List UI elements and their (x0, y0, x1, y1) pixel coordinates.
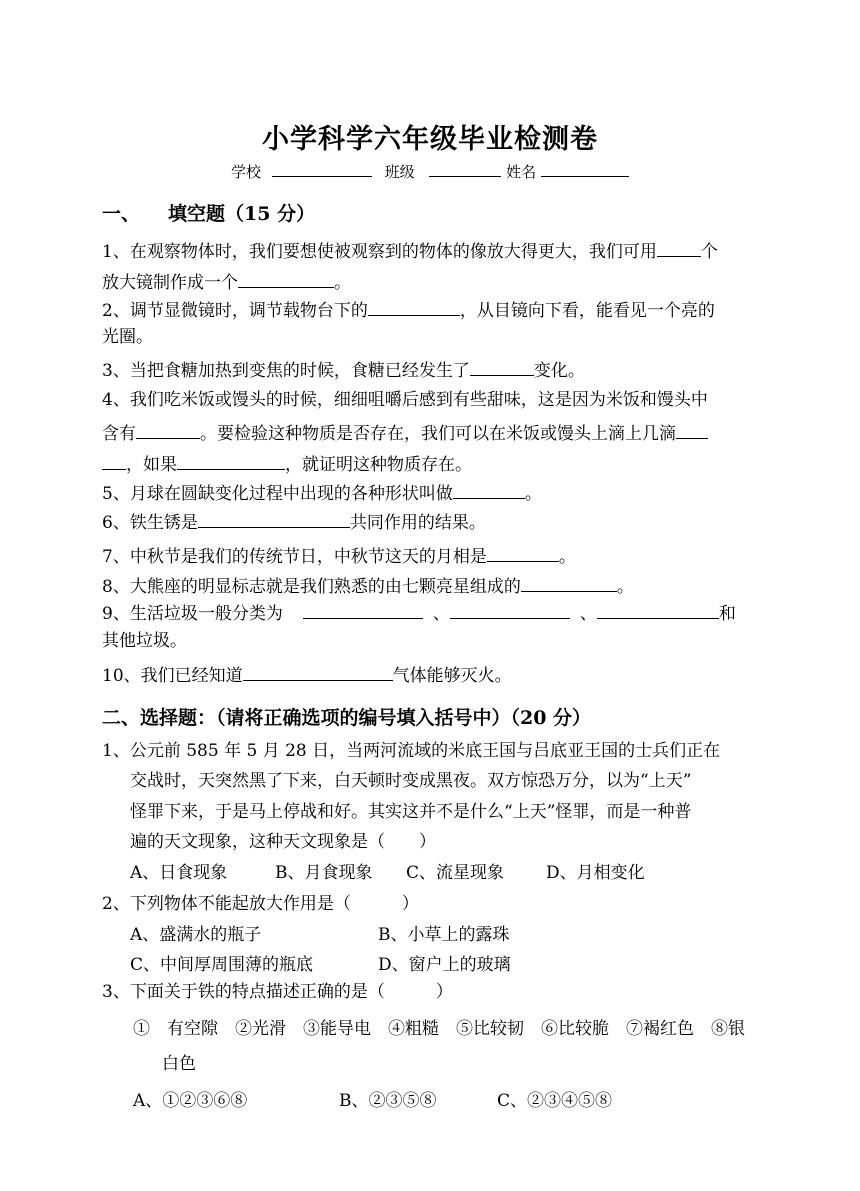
q1-line2 (102, 270, 351, 293)
page-title: 小学科学六年级毕业检测卷 (262, 124, 598, 155)
q4-line3 (102, 452, 472, 475)
c2-option-a[interactable]: A、盛满水的瓶子 (130, 925, 262, 945)
q9-blank1[interactable] (303, 601, 423, 619)
c2-option-d[interactable]: D、窗户上的玻璃 (378, 955, 511, 975)
q5-line (102, 481, 542, 504)
q7-blank[interactable] (487, 544, 559, 562)
q7-text: 7、中秋节是我们的传统节日，中秋节这天的月相是 (102, 547, 487, 567)
name-label: 姓名 (506, 163, 537, 181)
q1-text-b: 个 (700, 242, 718, 262)
class-blank[interactable] (429, 162, 501, 177)
student-info-line (0, 161, 860, 182)
school-label: 学校 (231, 163, 262, 181)
c3-option-a[interactable]: A、①②③⑥⑧ (133, 1091, 248, 1111)
c3-items-line2: 白色 (162, 1054, 196, 1074)
c3-option-c[interactable]: C、②③④⑤⑧ (497, 1091, 613, 1111)
q3-blank[interactable] (470, 358, 534, 376)
q9-blank2[interactable] (450, 601, 570, 619)
q9-text-b: 和 (718, 604, 736, 624)
q4-blank2-cont[interactable] (102, 452, 126, 470)
q3-text: 3、当把食糖加热到变焦的时候，食糖已经发生了 (102, 361, 470, 381)
c1-option-d[interactable]: D、月相变化 (546, 863, 645, 883)
q9-sep1: 、 (432, 604, 450, 624)
c3-line: 3、下面关于铁的特点描述正确的是（ ） (102, 982, 453, 1002)
c1-option-b[interactable]: B、月食现象 (275, 863, 373, 883)
q4-blank3[interactable] (177, 452, 285, 470)
q1-blank1[interactable] (657, 239, 701, 257)
c1-option-a[interactable]: A、日食现象 (130, 863, 228, 883)
q6-text: 6、铁生锈是 (102, 513, 198, 533)
q4-text-c: 。要检验这种物质是否存在，我们可以在米饭或馒头上滴上几滴 (200, 424, 676, 444)
q5-text-b: 。 (524, 484, 542, 504)
q2-text: 2、调节显微镜时，调节载物台下的 (102, 301, 368, 321)
q3-text-b: 变化。 (533, 361, 585, 381)
q10-blank[interactable] (243, 663, 393, 681)
q4-blank2[interactable] (676, 421, 708, 439)
q9-line1 (102, 601, 736, 624)
q1-blank2[interactable] (238, 270, 334, 288)
q1-text-c: 放大镜制作成一个 (102, 273, 238, 293)
q9-blank3[interactable] (597, 601, 719, 619)
c3-items-line1: ① 有空隙 ②光滑 ③能导电 ④粗糙 ⑤比较韧 ⑥比较脆 ⑦褐红色 ⑧银 (133, 1019, 745, 1039)
q10-line (102, 663, 512, 686)
q7-text-b: 。 (558, 547, 576, 567)
section1-title: 填空题（15 分） (168, 203, 316, 225)
q5-text: 5、月球在圆缺变化过程中出现的各种形状叫做 (102, 484, 453, 504)
q10-text: 10、我们已经知道 (102, 666, 243, 686)
q8-text: 8、大熊座的明显标志就是我们熟悉的由七颗亮星组成的 (102, 577, 521, 597)
q4-line1: 4、我们吃米饭或馒头的时候，细细咀嚼后感到有些甜味，这是因为米饭和馒头中 (102, 390, 708, 410)
q10-text-b: 气体能够灭火。 (392, 666, 512, 686)
name-blank[interactable] (541, 162, 629, 177)
c2-option-b[interactable]: B、小草上的露珠 (378, 925, 510, 945)
q4-text-b: 含有 (102, 424, 136, 444)
class-label: 班级 (384, 163, 415, 181)
c1-line2: 交战时，天突然黑了下来，白天顿时变成黑夜。双方惊恐万分，以为“上天” (130, 771, 692, 791)
q5-blank[interactable] (453, 481, 525, 499)
school-blank[interactable] (272, 162, 372, 177)
q4-line2 (102, 421, 708, 444)
q9-line2: 其他垃圾。 (102, 631, 187, 651)
q2-text-b: ，从目镜向下看，能看见一个亮的 (459, 301, 715, 321)
q2-line2: 光圈。 (102, 327, 153, 347)
q6-blank[interactable] (198, 510, 350, 528)
q8-blank[interactable] (521, 574, 617, 592)
c1-line1: 1、公元前 585 年 5 月 28 日，当两河流域的米底王国与吕底亚王国的士兵们正在 (102, 741, 721, 761)
q9-text: 9、生活垃圾一般分类为 (102, 604, 283, 624)
c1-option-c[interactable]: C、流星现象 (406, 863, 505, 883)
q6-text-b: 共同作用的结果。 (349, 513, 486, 533)
q2-line1 (102, 298, 715, 321)
c2-line: 2、下列物体不能起放大作用是（ ） (102, 894, 419, 914)
q2-blank[interactable] (368, 298, 460, 316)
section2-heading: 二、选择题：（请将正确选项的编号填入括号中）（20 分） (102, 707, 592, 729)
q8-line (102, 574, 634, 597)
q1-text: 1、在观察物体时，我们要想使被观察到的物体的像放大得更大，我们可用 (102, 242, 657, 262)
q3-line (102, 358, 585, 381)
q4-text-e: ，就证明这种物质存在。 (285, 455, 472, 475)
section1-number: 一、 (102, 203, 141, 225)
q8-text-b: 。 (616, 577, 634, 597)
c1-line3: 怪罪下来，于是马上停战和好。其实这并不是什么“上天”怪罪，而是一种普 (130, 802, 692, 822)
q4-text-d: ，如果 (126, 455, 177, 475)
q1-text-d: 。 (334, 273, 351, 293)
c1-line4: 遍的天文现象，这种天文现象是（ ） (130, 832, 436, 852)
q6-line (102, 510, 486, 533)
c3-option-b[interactable]: B、②③⑤⑧ (339, 1091, 437, 1111)
c2-option-c[interactable]: C、中间厚周围薄的瓶底 (130, 955, 314, 975)
q4-blank1[interactable] (136, 421, 200, 439)
section1-heading (102, 199, 315, 226)
q1-line1 (102, 239, 718, 262)
q7-line (102, 544, 576, 567)
q9-sep2: 、 (579, 604, 597, 624)
